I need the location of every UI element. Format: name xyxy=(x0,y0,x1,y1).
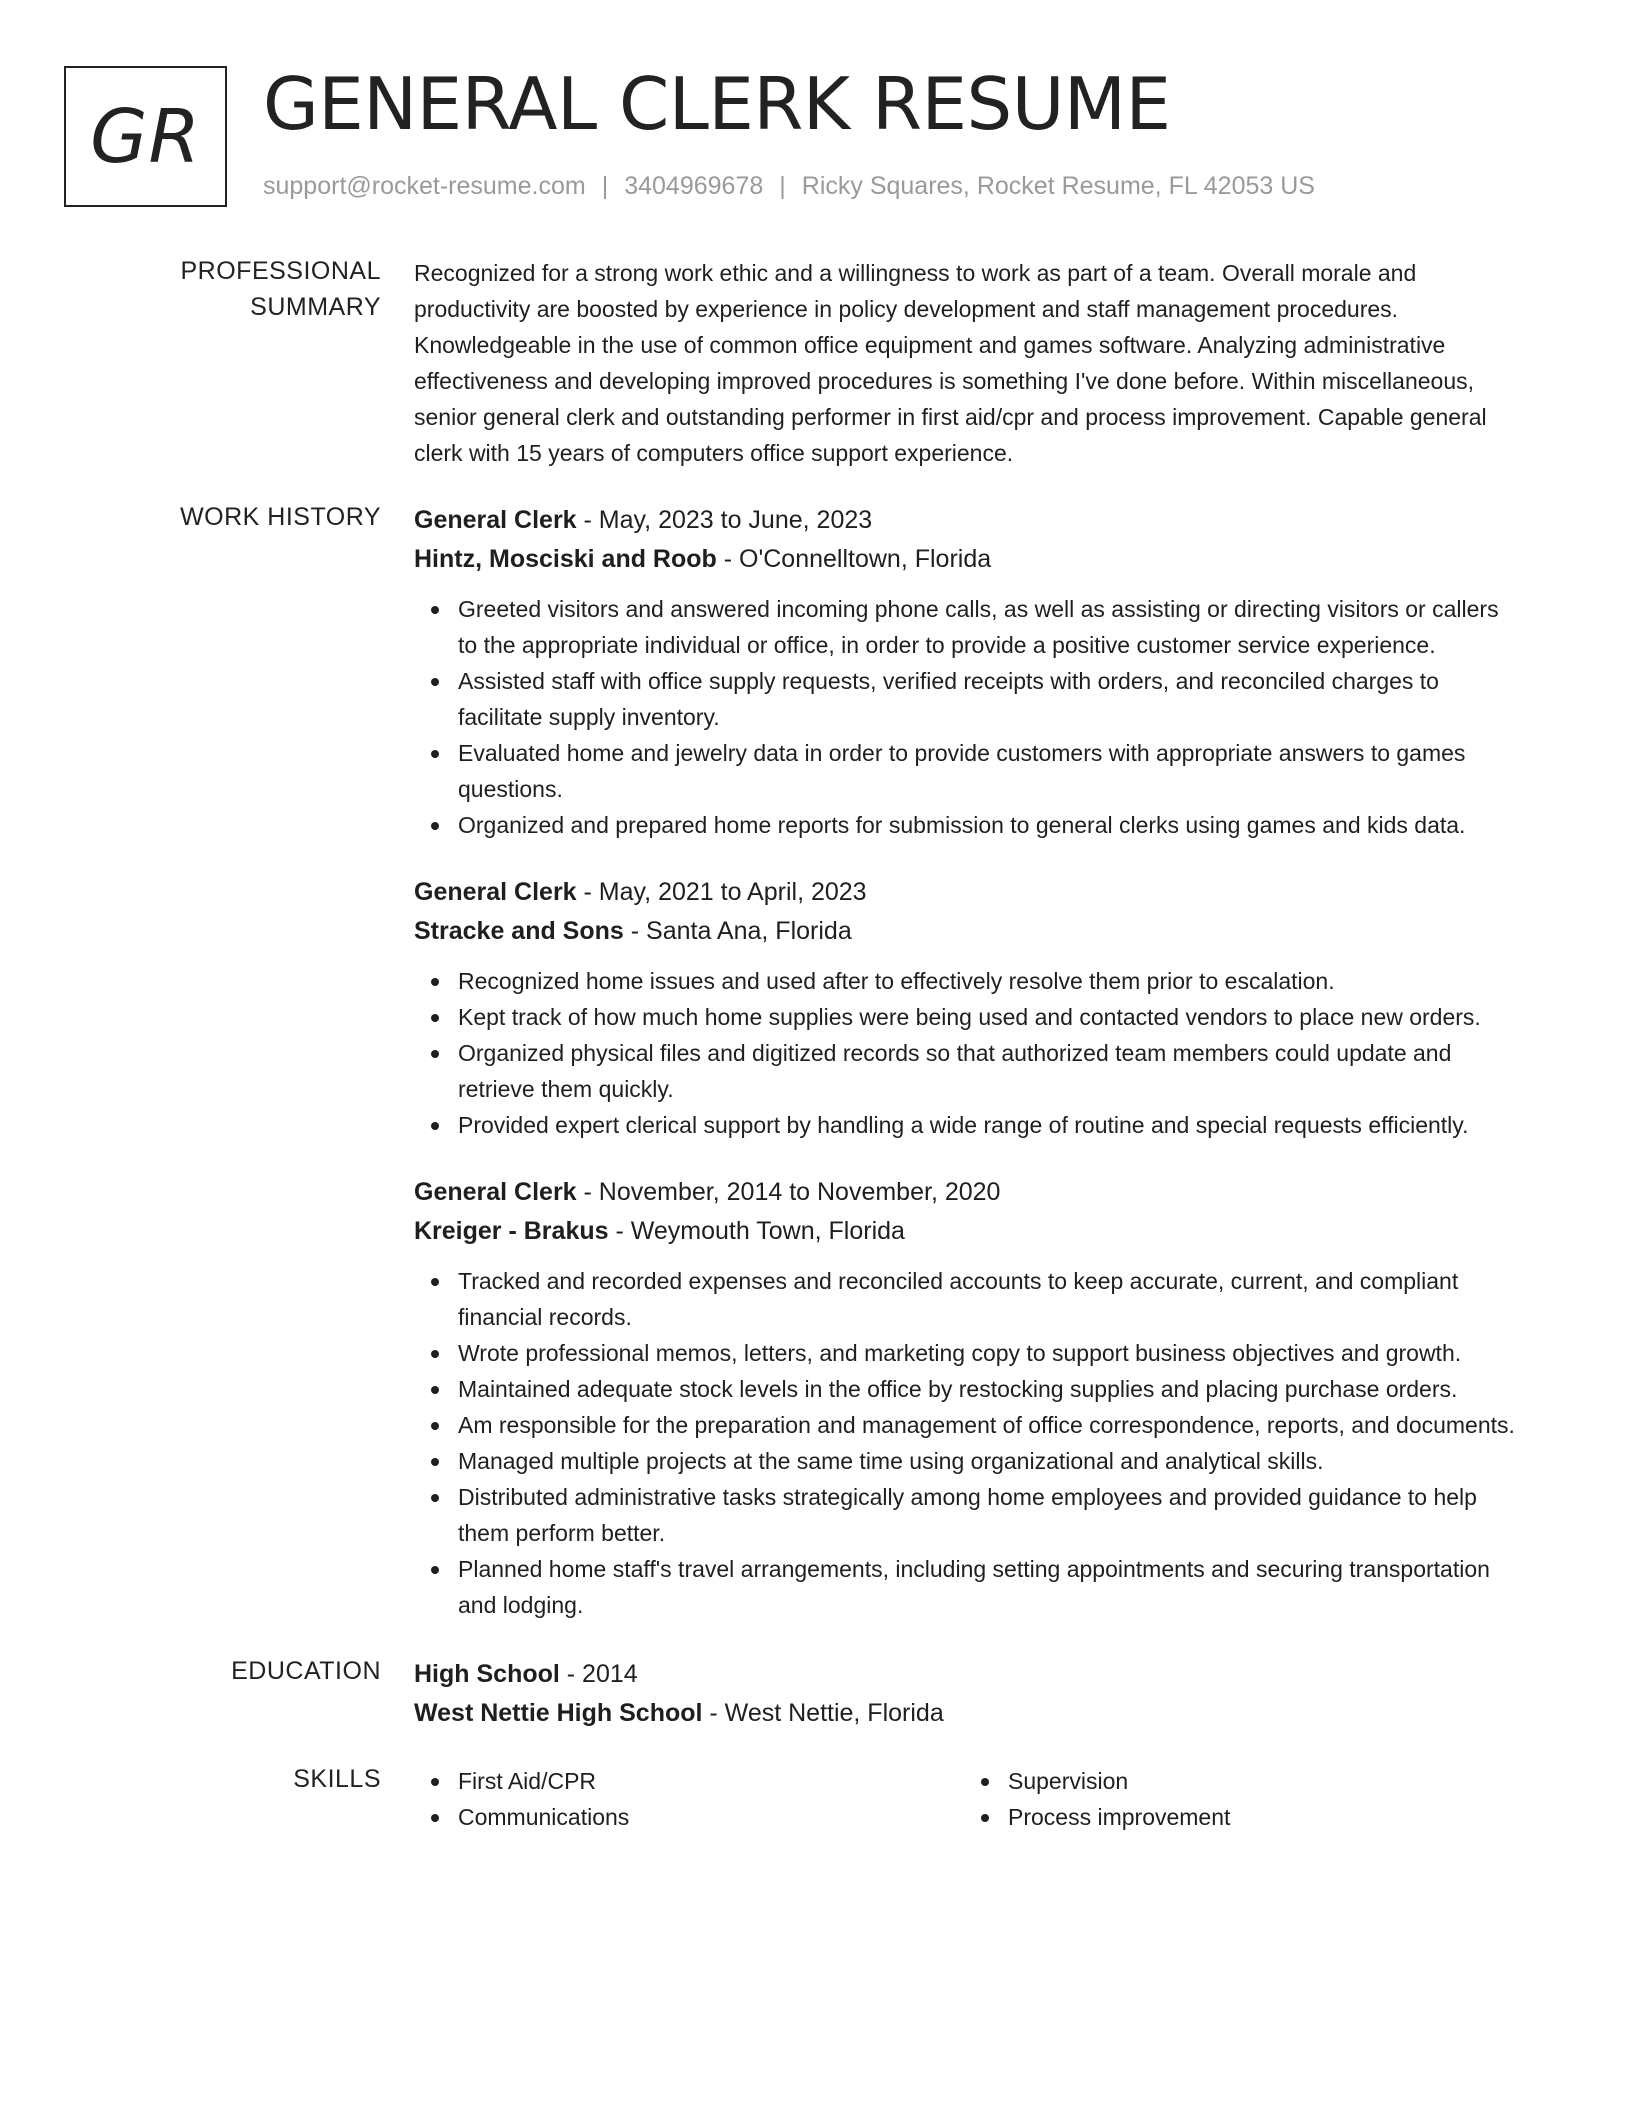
education-location: - West Nettie, Florida xyxy=(702,1699,944,1727)
section-education xyxy=(64,1655,1568,1733)
skill-item: Communications xyxy=(458,1799,964,1835)
contact-separator: | xyxy=(601,172,609,200)
skill-item: Process improvement xyxy=(1008,1799,1514,1835)
job-bullet: Kept track of how much home supplies were being used and contacted vendors to place new orders. xyxy=(458,999,1524,1035)
skills-grid xyxy=(414,1763,1524,1835)
job-bullet: Distributed administrative tasks strategically among home employees and provided guidance to help them perform better. xyxy=(458,1479,1524,1551)
job-entry xyxy=(414,873,1524,1143)
job-title-line xyxy=(414,501,1524,540)
job-entry xyxy=(414,501,1524,843)
education-degree-line xyxy=(414,1655,1524,1694)
job-company: Kreiger - Brakus xyxy=(414,1217,609,1245)
skill-item: First Aid/CPR xyxy=(458,1763,964,1799)
job-title-line xyxy=(414,873,1524,912)
job-bullet: Provided expert clerical support by handling a wide range of routine and special requests efficiently. xyxy=(458,1107,1524,1143)
job-bullet: Maintained adequate stock levels in the office by restocking supplies and placing purchase orders. xyxy=(458,1371,1524,1407)
job-bullet: Tracked and recorded expenses and reconciled accounts to keep accurate, current, and compliant financial records. xyxy=(458,1263,1524,1335)
summary-text: Recognized for a strong work ethic and a willingness to work as part of a team. Overall morale and productivity are boosted by experience in policy development and staff management procedures. Knowledgeable in the use of common office equipment and games software. Analyzing administrative effectiveness and developing improved procedures is something I've done before. Within miscellaneous, senior general clerk and outstanding performer in first aid/cpr and process improvement. Capable general clerk with 15 years of computers office support experience. xyxy=(414,260,1487,466)
job-company-line xyxy=(414,1212,1524,1251)
section-label: SKILLS xyxy=(293,1765,381,1793)
job-bullet: Organized and prepared home reports for submission to general clerks using games and kids data. xyxy=(458,807,1524,843)
job-title-line xyxy=(414,1173,1524,1212)
education-school-line xyxy=(414,1694,1524,1733)
job-bullet: Evaluated home and jewelry data in order to provide customers with appropriate answers to games questions. xyxy=(458,735,1524,807)
education-school: West Nettie High School xyxy=(414,1699,703,1727)
section-body xyxy=(414,501,1524,1653)
resume-header xyxy=(64,62,1568,207)
section-label: WORK HISTORY xyxy=(180,503,381,531)
job-company: Stracke and Sons xyxy=(414,917,624,945)
job-title: General Clerk xyxy=(414,506,577,534)
section-work-history xyxy=(64,501,1568,1653)
monogram-initials: GR xyxy=(90,93,201,180)
job-bullet: Assisted staff with office supply requests, verified receipts with orders, and reconciled charges to facilitate supply inventory. xyxy=(458,663,1524,735)
section-body xyxy=(414,1763,1524,1835)
skills-column-left xyxy=(414,1763,964,1835)
job-bullets xyxy=(414,963,1524,1143)
job-bullet: Am responsible for the preparation and management of office correspondence, reports, and documents. xyxy=(458,1407,1524,1443)
job-bullet: Wrote professional memos, letters, and marketing copy to support business objectives and growth. xyxy=(458,1335,1524,1371)
section-skills xyxy=(64,1763,1568,1835)
job-company-line xyxy=(414,540,1524,579)
job-company-line xyxy=(414,912,1524,951)
job-company: Hintz, Mosciski and Roob xyxy=(414,545,717,573)
job-dates: - May, 2021 to April, 2023 xyxy=(576,878,867,906)
contact-email: support@rocket-resume.com xyxy=(263,172,586,200)
job-bullets xyxy=(414,591,1524,843)
job-location: - Weymouth Town, Florida xyxy=(608,1217,905,1245)
monogram-box xyxy=(64,66,227,207)
education-degree: High School xyxy=(414,1660,560,1688)
job-bullet: Greeted visitors and answered incoming phone calls, as well as assisting or directing visitors or callers to the appropriate individual or office, in order to provide a positive customer service experience. xyxy=(458,591,1524,663)
education-year: - 2014 xyxy=(559,1660,638,1688)
section-body xyxy=(414,1655,1524,1733)
section-label: PROFESSIONAL SUMMARY xyxy=(180,257,381,321)
skills-column-right xyxy=(964,1763,1514,1835)
job-bullet: Organized physical files and digitized records so that authorized team members could update and retrieve them quickly. xyxy=(458,1035,1524,1107)
section-body xyxy=(414,255,1524,471)
resume-title: GENERAL CLERK RESUME xyxy=(263,62,1171,146)
contact-separator: | xyxy=(779,172,786,200)
job-title: General Clerk xyxy=(414,1178,577,1206)
job-entry xyxy=(414,1173,1524,1623)
resume-sections xyxy=(64,255,1568,1835)
job-location: - Santa Ana, Florida xyxy=(623,917,852,945)
job-bullet: Planned home staff's travel arrangements, including setting appointments and securing transportation and lodging. xyxy=(458,1551,1524,1623)
job-bullet: Managed multiple projects at the same time using organizational and analytical skills. xyxy=(458,1443,1524,1479)
job-bullets xyxy=(414,1263,1524,1623)
section-label: EDUCATION xyxy=(231,1657,381,1685)
job-bullet: Recognized home issues and used after to effectively resolve them prior to escalation. xyxy=(458,963,1524,999)
section-professional-summary xyxy=(64,255,1568,471)
contact-line xyxy=(263,172,1315,201)
job-title: General Clerk xyxy=(414,878,577,906)
contact-address: Ricky Squares, Rocket Resume, FL 42053 US xyxy=(801,172,1315,200)
contact-phone: 3404969678 xyxy=(624,172,764,200)
job-dates: - May, 2023 to June, 2023 xyxy=(576,506,873,534)
skill-item: Supervision xyxy=(1008,1763,1514,1799)
header-text xyxy=(263,62,1315,201)
job-location: - O'Connelltown, Florida xyxy=(716,545,992,573)
job-dates: - November, 2014 to November, 2020 xyxy=(576,1178,1001,1206)
